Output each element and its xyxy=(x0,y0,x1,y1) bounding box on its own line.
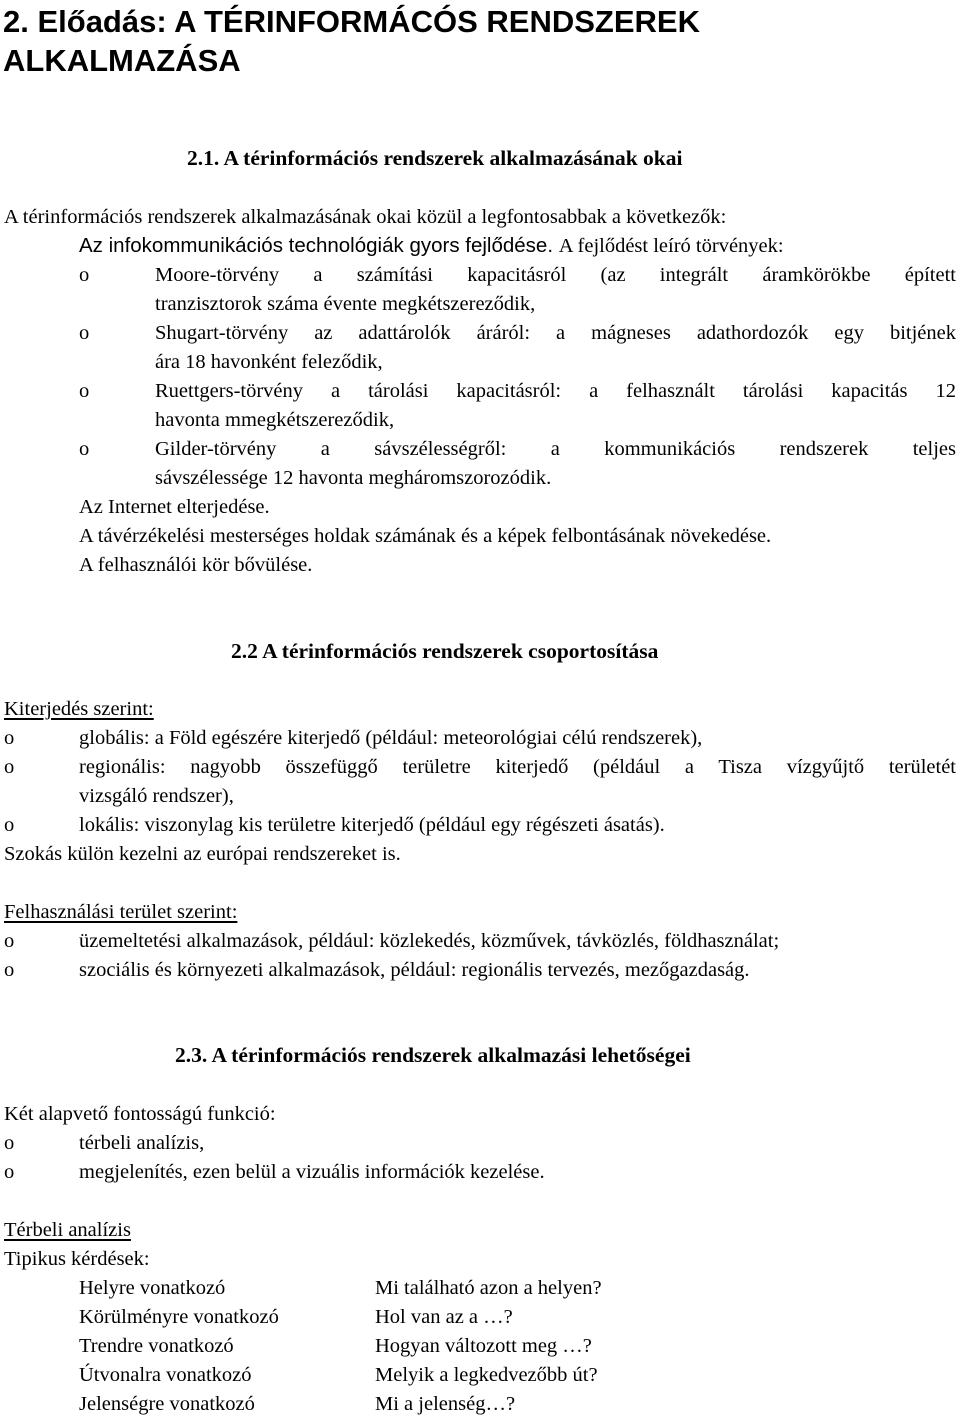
law-ruettgers-line-1: Ruettgers-törvény a tárolási kapacitásról: a felhasznált tárolási kapacitás 12 xyxy=(155,380,956,402)
law-moore-line-1: Moore-törvény a számítási kapacitásról (az integrált áramkörökbe épített xyxy=(155,264,956,286)
list-bullet: o xyxy=(4,1132,15,1154)
reason-internet: Az Internet elterjedése. xyxy=(79,496,270,518)
law-moore-line-2: tranzisztorok száma évente megkétszereződik, xyxy=(155,293,536,315)
law-gilder-line-1: Gilder-törvény a sávszélességről: a kommunikációs rendszerek teljes xyxy=(155,438,956,460)
usage-operational: üzemeltetési alkalmazások, például: közlekedés, közművek, távközlés, földhasználat; xyxy=(79,930,780,952)
law-ruettgers-line-2: havonta mmegkétszereződik, xyxy=(155,409,395,431)
extent-local: lokális: viszonylag kis területre kiterjedő (például egy régészeti ásatás). xyxy=(79,814,665,836)
extent-regional-line-1: regionális: nagyobb összefüggő területre kiterjedő (például a Tisza vízgyűjtő területét xyxy=(79,756,956,778)
section-intro: A térinformációs rendszerek alkalmazásának okai közül a legfontosabbak a következők: xyxy=(4,206,727,228)
section-heading-2-3: 2.3. A térinformációs rendszerek alkalmazási lehetőségei xyxy=(175,1043,691,1067)
question-text: Melyik a legkedvezőbb út? xyxy=(375,1364,598,1386)
page-title-line-1: 2. Előadás: A TÉRINFORMÁCÓS RENDSZEREK xyxy=(3,4,701,39)
question-type: Körülményre vonatkozó xyxy=(79,1306,279,1328)
list-bullet: o xyxy=(4,727,15,749)
list-bullet: o xyxy=(79,264,90,286)
list-bullet: o xyxy=(4,756,15,778)
question-text: Mi a jelenség…? xyxy=(375,1393,516,1415)
question-type: Helyre vonatkozó xyxy=(79,1277,226,1299)
extent-label: Kiterjedés szerint: xyxy=(4,698,154,720)
list-bullet: o xyxy=(4,930,15,952)
list-bullet: o xyxy=(4,814,15,836)
section-heading-2-1: 2.1. A térinformációs rendszerek alkalmazásának okai xyxy=(187,146,683,170)
spatial-analysis-label: Térbeli analízis xyxy=(4,1219,131,1241)
extent-regional-line-2: vizsgáló rendszer), xyxy=(79,785,234,807)
list-bullet: o xyxy=(79,322,90,344)
reason-user-base: A felhasználói kör bővülése. xyxy=(79,554,313,576)
laws-intro: A fejlődést leíró törvények: xyxy=(558,235,784,257)
list-bullet: o xyxy=(79,380,90,402)
extent-global: globális: a Föld egészére kiterjedő (például: meteorológiai célú rendszerek), xyxy=(79,727,703,749)
law-shugart-line-1: Shugart-törvény az adattárolók áráról: a mágneses adathordozók egy bitjének xyxy=(155,322,956,344)
question-type: Útvonalra vonatkozó xyxy=(79,1364,252,1386)
question-text: Hol van az a …? xyxy=(375,1306,513,1328)
question-text: Hogyan változott meg …? xyxy=(375,1335,592,1357)
usage-social: szociális és környezeti alkalmazások, például: regionális tervezés, mezőgazdaság. xyxy=(79,959,750,981)
list-bullet: o xyxy=(4,1161,15,1183)
question-type: Trendre vonatkozó xyxy=(79,1335,234,1357)
function-visualization: megjelenítés, ezen belül a vizuális információk kezelése. xyxy=(79,1161,545,1183)
law-shugart-line-2: ára 18 havonként feleződik, xyxy=(155,351,383,373)
list-bullet: o xyxy=(79,438,90,460)
page-title-line-2: ALKALMAZÁSA xyxy=(3,43,241,78)
reason-remote-sensing: A távérzékelési mesterséges holdak számának és a képek felbontásának növekedése. xyxy=(79,525,772,547)
questions-intro: Tipikus kérdések: xyxy=(4,1248,150,1270)
function-spatial-analysis: térbeli analízis, xyxy=(79,1132,205,1154)
law-gilder-line-2: sávszélessége 12 havonta megháromszorozódik. xyxy=(155,467,552,489)
list-bullet: o xyxy=(4,959,15,981)
usage-label: Felhasználási terület szerint: xyxy=(4,901,238,923)
reason-ict-text: Az infokommunikációs technológiák gyors fejlődése. xyxy=(79,234,559,257)
question-text: Mi található azon a helyen? xyxy=(375,1277,602,1299)
reason-ict-development xyxy=(79,236,784,257)
question-type: Jelenségre vonatkozó xyxy=(79,1393,255,1415)
extent-note: Szokás külön kezelni az európai rendszereket is. xyxy=(4,843,401,865)
section-heading-2-2: 2.2 A térinformációs rendszerek csoportosítása xyxy=(231,639,659,663)
functions-intro: Két alapvető fontosságú funkció: xyxy=(4,1103,276,1125)
